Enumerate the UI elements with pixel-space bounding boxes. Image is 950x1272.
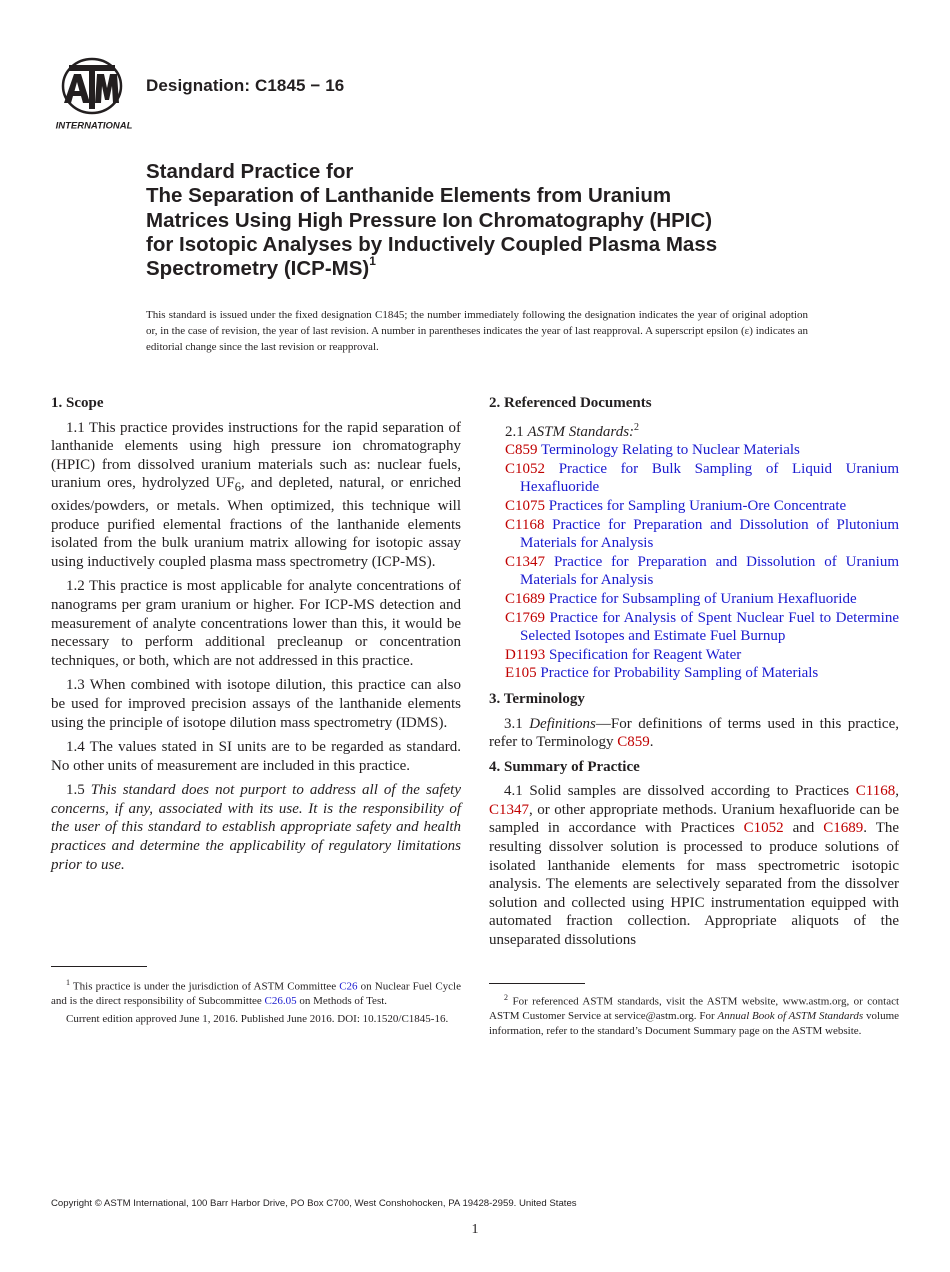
footnote-link[interactable]: C26.05 (264, 995, 297, 1008)
reference-item[interactable]: C1689 Practice for Subsampling of Uranium Hexafluoride (505, 590, 857, 607)
reference-item[interactable]: C1052 Practice for Bulk Sampling of Liquid Uranium Hexafluoride (505, 460, 899, 496)
footnote-divider (51, 966, 147, 967)
paragraph-1-5: 1.5 This standard does not purport to address all of the safety concerns, if any, associated with its use. It is the responsibility of the user of this standard to establish appropriate safety and health practices and determine the applicability of regulatory limitations prior to use. (51, 782, 461, 873)
title-line: for Isotopic Analyses by Inductively Coupled Plasma Mass (146, 232, 718, 256)
footnote-1: $^1$ This practice is under the jurisdiction of ASTM Committee C26 on Nuclear Fuel Cycle and is the direct responsibility of Subcommittee C26.05 on Methods of Test. Current edition approved June 1, 2016. Published June 2016. DOI: 10.1520/C1845-16. (51, 978, 461, 1025)
title-line: The Separation of Lanthanide Elements from Uranium (146, 184, 672, 208)
section-heading-summary: 4. Summary of Practice (489, 758, 640, 775)
copyright-notice: Copyright © ASTM International, 100 Barr Harbor Drive, PO Box C700, West Conshohocken, PA 19428-2959. United States (51, 1198, 577, 1209)
astm-logo (52, 56, 136, 134)
footnote-link[interactable]: C26 (339, 980, 358, 993)
title-line-text: Spectrometry (ICP-MS) (146, 257, 370, 281)
paragraph-3-1: 3.1 Definitions—For definitions of terms used in this practice, refer to Terminology C859. (489, 715, 899, 751)
title-line: Matrices Using High Pressure Ion Chromatography (HPIC) (146, 208, 713, 232)
astm-logo-icon (52, 56, 136, 134)
xref-link[interactable]: C859 (617, 734, 650, 751)
reference-item[interactable]: E105 Practice for Probability Sampling of Materials (505, 665, 819, 682)
xref-link[interactable]: C1168 (855, 783, 896, 800)
reference-list (489, 441, 899, 683)
document-title (146, 160, 846, 281)
issued-note: This standard is issued under the fixed designation C1845; the number immediately following the designation indicates the year of original adoption or, in the case of revision, the year of last revision. A number in parentheses indicates the year of last reapproval. A superscript epsilon (ε) indicates an editorial change since the last revision or reapproval. (146, 309, 808, 353)
reference-item[interactable]: C1769 Practice for Analysis of Spent Nuclear Fuel to Determine Selected Isotopes and Estimate Fuel Burnup (505, 609, 899, 645)
page-number: 1 (471, 1222, 479, 1237)
footnote-2: $^2$ For referenced ASTM standards, visit the ASTM website, www.astm.org, or contact ASTM Customer Service at service@astm.org. For Annual Book of ASTM Standards volume information, refer to the standard’s Document Summary page on the ASTM website. (489, 993, 900, 1037)
section-heading-scope: 1. Scope (51, 395, 104, 411)
paragraph-1-4: 1.4 The values stated in SI units are to be regarded as standard. No other units of measurement are included in this practice. (51, 739, 461, 774)
title-line (146, 254, 846, 281)
paragraph-1-1: 1.1 This practice provides instructions for the rapid separation of lanthanide elements using high pressure ion chromatography (HPIC) from dissolved uranium materials such as: nuclear fuels, uranium ores, hydrolyzed $UF_6$, and depleted, natural, or enriched oxides/powders, or metals. When optimized, this technique will produce purified elemental fractions of the lanthanide elements isolated from the bulk uranium matrix allowing for isotopic assay using inductively coupled plasma mass spectrometry (ICP-MS). (51, 419, 461, 570)
reference-item[interactable]: D1193 Specification for Reagent Water (505, 646, 742, 663)
title-line: Standard Practice for (146, 160, 354, 183)
astm-standards-subheading: 2.1 ASTM Standards:$^2$ (505, 421, 640, 440)
reference-item[interactable]: C1168 Practice for Preparation and Dissolution of Plutonium Materials for Analysis (505, 516, 900, 552)
xref-link[interactable]: C1347 (489, 801, 530, 818)
logo-wordmark: INTERNATIONAL (55, 120, 133, 132)
subscript: 6 (234, 480, 241, 495)
title-footnote-mark: 1 (369, 254, 376, 269)
footnote-edition: Current edition approved June 1, 2016. Published June 2016. DOI: 10.1520/C1845-16. (66, 1012, 449, 1025)
xref-link[interactable]: C1689 (823, 820, 864, 837)
reference-item[interactable]: C859 Terminology Relating to Nuclear Materials (505, 442, 800, 459)
reference-item[interactable]: C1347 Practice for Preparation and Dissolution of Uranium Materials for Analysis (505, 553, 899, 589)
paragraph-1-2: 1.2 This practice is most applicable for analyte concentrations of nanograms per gram uranium or higher. For ICP-MS detection and measurement of analyte concentrations lower than this, it would be necessary to perform additional precleanup or concentration techniques, or both, which are not addressed in this practice. (51, 578, 461, 669)
right-column (489, 394, 899, 956)
section-heading-referenced-documents: 2. Referenced Documents (489, 395, 652, 411)
designation: Designation: C1845 − 16 (146, 76, 345, 95)
paragraph-1-3: 1.3 When combined with isotope dilution, this practice can also be used for improved precision assays of the lanthanide elements using the principle of isotope dilution mass spectrometry (IDMS). (51, 677, 461, 731)
reference-item[interactable]: C1075 Practices for Sampling Uranium-Ore Concentrate (505, 497, 847, 514)
xref-link[interactable]: C1052 (743, 820, 784, 837)
left-column (51, 394, 461, 880)
footnote-divider (489, 983, 585, 984)
section-heading-terminology: 3. Terminology (489, 690, 585, 707)
paragraph-4-1: 4.1 Solid samples are dissolved according to Practices C1168, C1347, or other appropriate methods. Uranium hexafluoride can be sampled in accordance with Practices C1052 and C1689. The resulting dissolver solution is processed to produce solutions of isolated lanthanide elements for mass spectrometric isotopic analysis. The elements are selectively separated from the dissolver solution and collected using HPIC instrumentation equipped with automated fraction collection. Appropriate aliquots of the unseparated dissolutions (489, 783, 900, 949)
